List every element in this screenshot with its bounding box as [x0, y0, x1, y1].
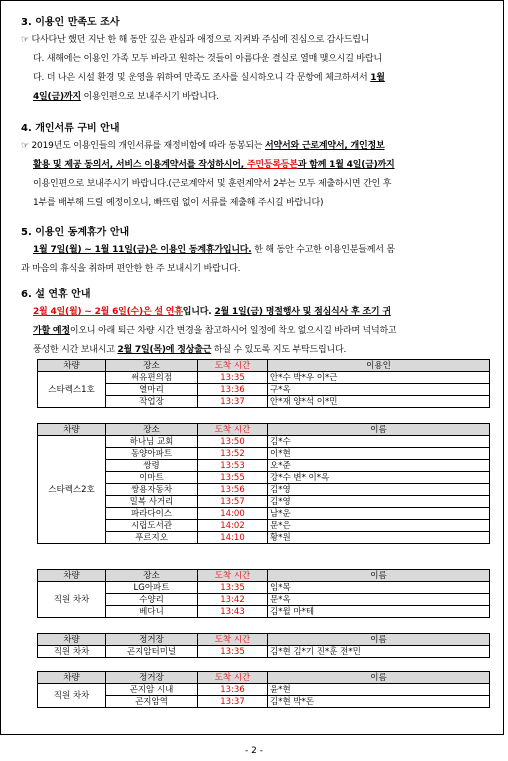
vehicle-cell: 스타렉스2호 [38, 436, 106, 544]
schedule-table-staff1 [37, 569, 490, 618]
paragraph-line: ☞ 2019년도 이용인들의 개인서류를 재정비함에 따라 동봉되는 서약서와 근로계약서, 개인정보 [21, 141, 385, 151]
paragraph-line: 1월 7일(월) ~ 1월 11일(금)은 이용인 동계휴가입니다. 한 해 동안 수고한 이용인분들께서 몸 [33, 245, 395, 255]
paragraph-line: 이용인편으로 보내주시기 바랍니다.(근로계약서 및 훈련계약서 2부는 모두 제출하시면 간인 후 [33, 179, 392, 189]
paragraph-line: 1부를 배부해 드릴 예정이오니, 빠뜨림 없이 서류를 제출해 주시길 바랍니다) [33, 198, 324, 208]
vehicle-cell: 스타렉스1호 [38, 372, 106, 408]
table-header-row: 차량 장소 도착 시간 이름 [38, 424, 490, 436]
section-title: 3. 이용인 만족도 조사 [21, 17, 120, 28]
table-row: 쌍용자동차 13:56 김*영 [38, 484, 490, 496]
table-header-row: 차량 장소 도착 시간 이용인 [38, 360, 490, 372]
paragraph-line: 가할 예정이오니 아래 퇴근 차량 시간 변경을 참고하시어 일정에 착오 없으시길 바라며 넉넉하고 [33, 326, 397, 336]
schedule-table-staff3 [37, 671, 490, 708]
resident-registration-text: 주민등록등본 [246, 160, 298, 170]
table-row: 푸르지오 14:10 황*원 [38, 532, 490, 544]
paragraph-line: 과 마음의 휴식을 취하며 편안한 한 주 보내시기 바랍니다. [21, 264, 241, 274]
table-row: 동양아파트 13:52 이*현 [38, 448, 490, 460]
table-header-row: 차량 장소 도착 시간 이름 [38, 570, 490, 582]
table-row: 열마리 13:36 구*옥 [38, 384, 490, 396]
section-documents [21, 119, 491, 213]
paragraph-line: 4일(금)까지 이용인편으로 보내주시기 바랍니다. [33, 92, 219, 102]
paragraph-line: 다. 새해에는 이용인 가족 모두 바라고 원하는 것들이 아름다운 결실로 열매 맺으시길 바랍니 [33, 54, 382, 64]
section-title: 4. 개인서류 구비 안내 [21, 123, 120, 134]
vehicle-cell: 직원 차차 [38, 684, 106, 708]
section-title: 5. 이용인 동계휴가 안내 [21, 227, 130, 238]
paragraph-line: 풍성한 시간 보내시고 2월 7일(목)에 정상출근 하실 수 있도록 지도 부탁드립니다. [33, 345, 347, 355]
table-row: 이마트 13:55 강*수 변* 이*옥 [38, 472, 490, 484]
paragraph-line: 2월 4일(월) ~ 2월 6일(수)은 설 연휴입니다. 2월 1일(금) 명절행사 및 점심식사 후 조기 귀 [33, 307, 391, 317]
paragraph-line: 활용 및 제공 동의서, 서비스 이용계약서를 작성하시어, 주민등록등본과 함께 1월 4일(금)까지 [33, 160, 395, 170]
table-row: 베다니 13:43 김*윌 마*테 [38, 606, 490, 618]
table-row: 스타렉스2호 하나님 교회 13:50 김*수 [38, 436, 490, 448]
section-satisfaction-survey [21, 13, 491, 107]
vehicle-cell: 직원 차차 [38, 646, 106, 658]
table-row: 직원 차차 LG아파트 13:35 임*목 [38, 582, 490, 594]
schedule-table-starex2 [37, 423, 490, 544]
table-row: 밀복 사거리 13:57 김*영 [38, 496, 490, 508]
paragraph-line: ☞ 다사다난 했던 지난 한 해 동안 깊은 관심과 애정으로 지켜봐 주심에 진심으로 감사드립니 [21, 35, 370, 45]
table-header-row: 차량 정거장 도착 시간 이름 [38, 634, 490, 646]
deadline-text: 1월 [370, 73, 385, 83]
table-row: 쌍령 13:53 오*준 [38, 460, 490, 472]
table-row: 작업장 13:37 안*재 양*석 이*민 [38, 396, 490, 408]
schedule-table-staff2 [37, 633, 490, 658]
page-number: - 2 - [245, 746, 263, 756]
section-lunar-holiday [21, 285, 491, 360]
documents-list: 서약서와 근로계약서, 개인정보 [264, 141, 385, 151]
return-date: 2월 7일(목)에 정상출근 [117, 345, 212, 355]
table-row: 곤지암역 13:37 김*현 박*돈 [38, 696, 490, 708]
table-row: 수양리 13:42 문*옥 [38, 594, 490, 606]
vehicle-cell: 직원 차차 [38, 582, 106, 618]
table-row: 파라다이스 14:00 남*운 [38, 508, 490, 520]
table-row: 직원 차차 곤지암터미널 13:35 김*현 김*기 진*훈 전*민 [38, 646, 490, 658]
table-row: 스타렉스1호 써유편의점 13:35 안*수 박*우 이*근 [38, 372, 490, 384]
table-header-row: 차량 정거장 도착 시간 이름 [38, 672, 490, 684]
table-row: 시립도서관 14:02 문*은 [38, 520, 490, 532]
schedule-table-starex1 [37, 359, 490, 408]
table-row: 직원 차차 곤지암 시내 13:36 윤*현 [38, 684, 490, 696]
section-title: 6. 설 연휴 안내 [21, 289, 91, 300]
vacation-dates: 1월 7일(월) ~ 1월 11일(금)은 이용인 동계휴가입니다. [33, 245, 252, 255]
deadline-text: 4일(금)까지 [33, 92, 81, 102]
holiday-dates: 2월 4일(월) ~ 2월 6일(수)은 설 연휴 [33, 307, 183, 317]
section-winter-vacation [21, 223, 491, 279]
paragraph-line: 다. 더 나은 시설 환경 및 운영을 위하여 만족도 조사를 실시하오니 각 문항에 체크하셔서 1월 [33, 73, 385, 83]
